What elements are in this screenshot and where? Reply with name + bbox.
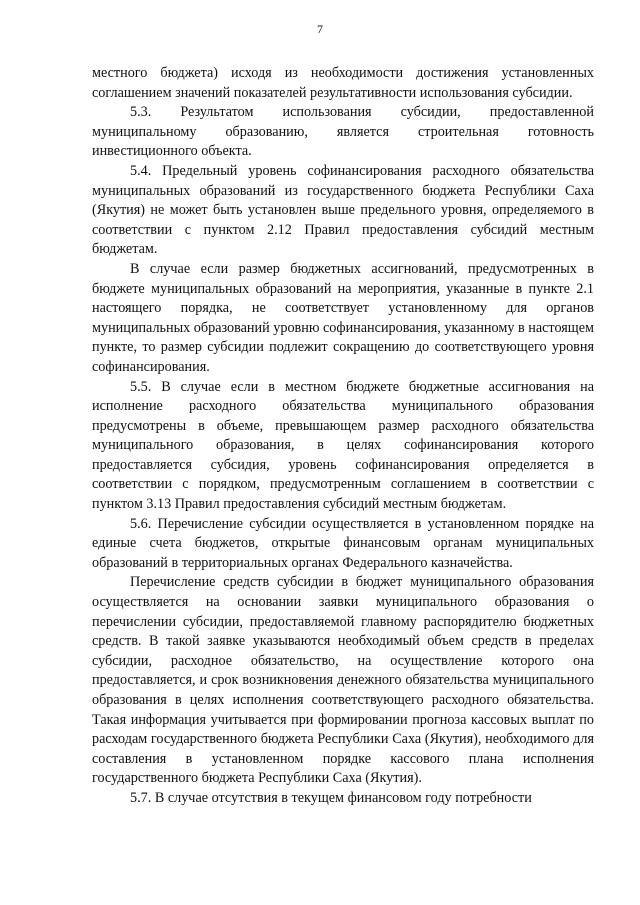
paragraph-continuation: местного бюджета) исходя из необходимости достижения установленных соглашением значений показателей результативности использования субсидии. bbox=[92, 65, 594, 101]
paragraph-5-3: 5.3. Результатом использования субсидии, предоставленной муниципальному образованию, является строительная готовность инвестиционного объекта. bbox=[92, 104, 594, 160]
paragraph-5-6-transfer: Перечисление средств субсидии в бюджет муниципального образования осуществляется на основании заявки муниципального образования о перечислении субсидии, предоставляемой главному распорядителю бюджетных средств. В такой заявке указываются необходимый объем средств в пределах субсидии, расходное обязательство, на осуществление которого она предоставляется, и срок возникновения денежного обязательства муниципального образования в целях исполнения соответствующего расходного обязательства. Такая информация учитывается при формировании прогноза кассовых выплат по расходам государственного бюджета Республики Саха (Якутия), необходимого для составления в установленном порядке кассового плана исполнения государственного бюджета Республики Саха (Якутия). bbox=[92, 574, 594, 787]
paragraph-5-6: 5.6. Перечисление субсидии осуществляется в установленном порядке на единые счета бюджетов, открытые финансовым органам муниципальных образований в территориальных органах Федерального казначейства. bbox=[92, 515, 594, 571]
paragraph-5-4-budget-case: В случае если размер бюджетных ассигнований, предусмотренных в бюджете муниципальных образований на мероприятия, указанные в пункте 2.1 настоящего порядка, не соответствует установленному для органов муниципальных образований уровню софинансирования, указанному в настоящем пункте, то размер субсидии подлежит сокращению до соответствующего уровня софинансирования. bbox=[92, 260, 594, 375]
page-number: 7 bbox=[317, 22, 323, 36]
paragraph-5-5: 5.5. В случае если в местном бюджете бюджетные ассигнования на исполнение расходного обязательства муниципального образования предусмотрены в объеме, превышающем размер расходного обязательства муниципального образования, в целях софинансирования которого предоставляется субсидия, уровень софинансирования определяется в соответствии с порядком, предусмотренным соглашением в соответствии с пунктом 3.13 Правил предоставления субсидий местным бюджетам. bbox=[92, 378, 594, 513]
paragraph-5-7: 5.7. В случае отсутствия в текущем финансовом году потребности bbox=[130, 789, 532, 806]
document-body bbox=[92, 64, 594, 809]
paragraph-5-4: 5.4. Предельный уровень софинансирования расходного обязательства муниципальных образований из государственного бюджета Республики Саха (Якутия) не может быть установлен выше предельного уровня, определяемого в соответствии с пунктом 2.12 Правил предоставления субсидий местным бюджетам. bbox=[92, 162, 594, 258]
